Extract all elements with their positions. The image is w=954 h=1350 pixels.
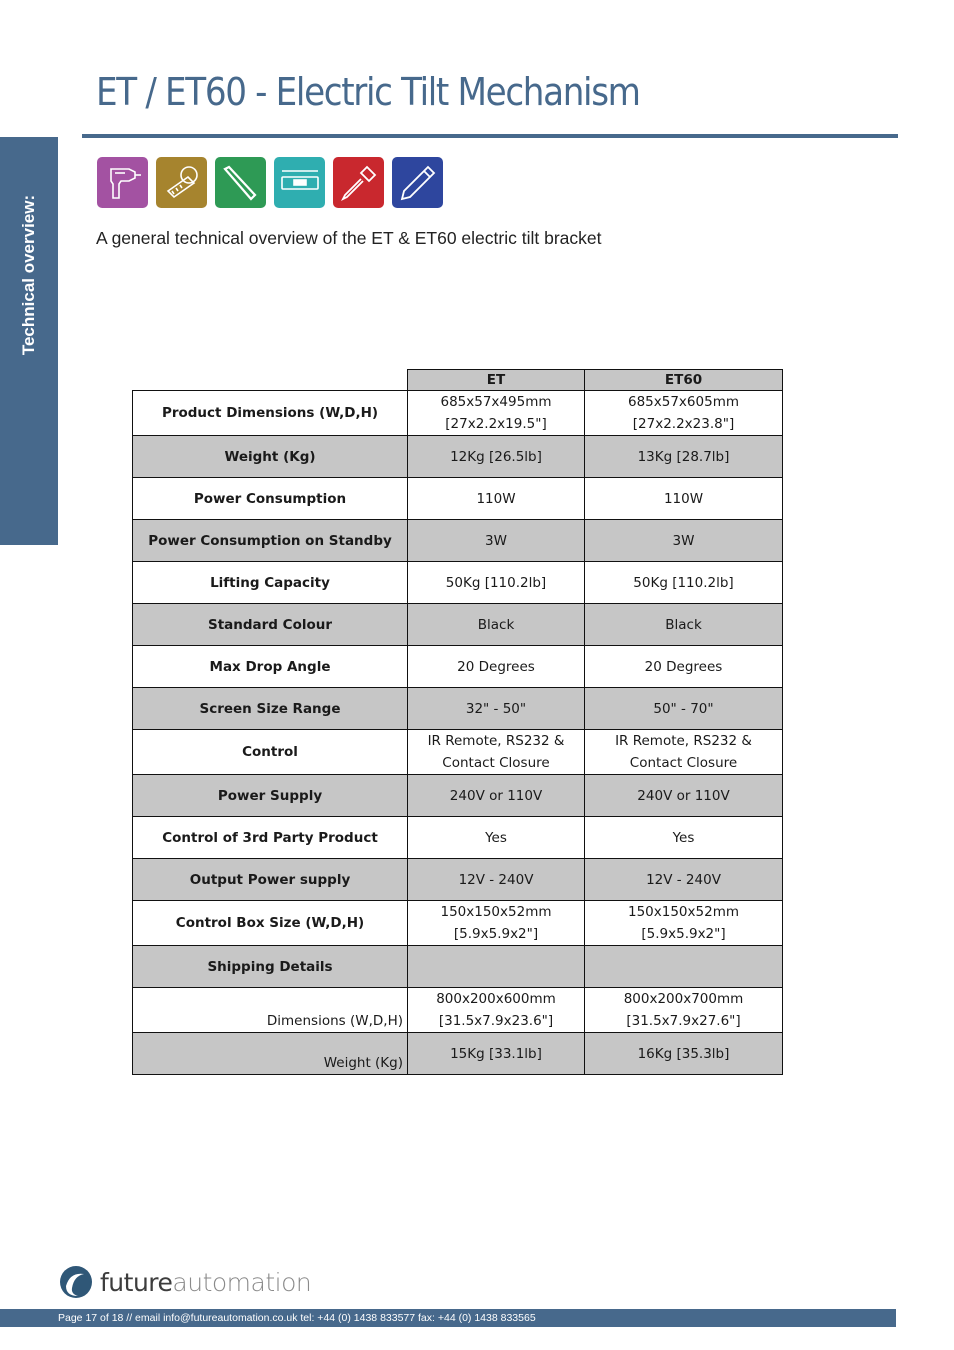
cell-value-line: 150x150x52mm [440, 904, 552, 920]
cell-value-line: Black [477, 616, 515, 633]
intro-text: A general technical overview of the ET & ET60 electric tilt bracket [96, 228, 602, 248]
cell-value-line: [31.5x7.9x27.6"] [626, 1013, 741, 1029]
cell-value-line: 800x200x700mm [623, 991, 744, 1007]
table-row [133, 817, 783, 859]
row-label: Control Box Size (W,D,H) [133, 901, 408, 946]
cell-et [408, 1033, 585, 1075]
table-row [133, 988, 783, 1033]
row-label: Dimensions (W,D,H) [133, 988, 408, 1033]
cell-et [408, 391, 585, 436]
drill-icon [97, 157, 148, 208]
cell-et60 [585, 478, 783, 520]
cell-et [408, 436, 585, 478]
row-label: Shipping Details [133, 946, 408, 988]
cell-value-line: 110W [476, 490, 516, 507]
row-label: Output Power supply [133, 859, 408, 901]
table-row [133, 775, 783, 817]
cell-value-line: 16Kg [35.3lb] [637, 1045, 730, 1062]
cell-value-line: 685x57x495mm [440, 394, 552, 410]
cell-et60 [585, 646, 783, 688]
table-row [133, 730, 783, 775]
cell-value-line: 240V or 110V [637, 787, 730, 804]
row-label: Weight (Kg) [133, 1033, 408, 1075]
company-logo [58, 1264, 311, 1300]
cell-value-line: [5.9x5.9x2"] [453, 926, 539, 942]
title-divider [82, 134, 898, 138]
table-row [133, 478, 783, 520]
cell-et [408, 562, 585, 604]
spirit-level-icon [274, 157, 325, 208]
row-label: Power Supply [133, 775, 408, 817]
cell-value-line: 800x200x600mm [436, 991, 556, 1007]
sidebar-label: Technical overview: [19, 194, 38, 356]
tool-icon-row [97, 157, 443, 208]
cell-value-line: 12V - 240V [646, 871, 721, 888]
pencil-icon [392, 157, 443, 208]
cell-et60 [585, 901, 783, 946]
column-header-et: ET [408, 370, 585, 391]
cell-et [408, 730, 585, 775]
cell-value-line: 685x57x605mm [628, 394, 739, 410]
cell-value-line: 32" - 50" [465, 700, 527, 717]
cell-value-line: 50Kg [110.2lb] [633, 574, 734, 591]
cell-value-line: 240V or 110V [449, 787, 543, 804]
row-label: Standard Colour [133, 604, 408, 646]
cell-et60 [585, 520, 783, 562]
cell-value-line: 50Kg [110.2lb] [445, 574, 547, 591]
cell-et60 [585, 817, 783, 859]
row-label: Control of 3rd Party Product [133, 817, 408, 859]
page-title: ET / ET60 - Electric Tilt Mechanism [96, 70, 640, 114]
cell-value-line: 110W [663, 490, 704, 507]
cell-value-line: IR Remote, RS232 & [615, 733, 752, 749]
row-label: Power Consumption [133, 478, 408, 520]
table-row [133, 436, 783, 478]
table-row [133, 604, 783, 646]
row-label: Weight (Kg) [133, 436, 408, 478]
cell-et [408, 859, 585, 901]
cell-value-line: 12V - 240V [458, 871, 534, 888]
cell-value-line: 20 Degrees [457, 658, 535, 675]
cell-value-line: 3W [485, 532, 507, 549]
spec-table [132, 369, 783, 1075]
cell-et60 [585, 1033, 783, 1075]
cell-value-line: 3W [672, 532, 695, 549]
cell-et [408, 901, 585, 946]
table-row [133, 562, 783, 604]
cell-value-line: 50" - 70" [653, 700, 714, 717]
cell-value-line: [27x2.2x19.5"] [445, 416, 547, 432]
allen-key-icon [215, 157, 266, 208]
table-row [133, 646, 783, 688]
logo-text: futureautomation [100, 1267, 312, 1297]
cell-et [408, 775, 585, 817]
cell-et [408, 604, 585, 646]
cell-et60 [585, 688, 783, 730]
table-row [133, 1033, 783, 1075]
cell-value-line: Contact Closure [629, 755, 738, 771]
cell-value-line: IR Remote, RS232 & [427, 733, 565, 749]
cell-et60 [585, 604, 783, 646]
table-header-row [133, 370, 783, 391]
cell-value-line: [27x2.2x23.8"] [632, 416, 735, 432]
tape-measure-icon [156, 157, 207, 208]
footer-contact: Page 17 of 18 // email info@futureautomation.co.uk tel: +44 (0) 1438 833577 fax: +44 (0) 1438 833565 [58, 1312, 536, 1324]
cell-et [408, 817, 585, 859]
row-label: Product Dimensions (W,D,H) [133, 391, 408, 436]
column-header-et60: ET60 [585, 370, 783, 391]
cell-value-line: 12Kg [26.5lb] [450, 448, 542, 465]
table-row [133, 520, 783, 562]
row-label: Max Drop Angle [133, 646, 408, 688]
cell-et60 [585, 562, 783, 604]
row-label: Control [133, 730, 408, 775]
cell-et60 [585, 775, 783, 817]
table-row [133, 901, 783, 946]
cell-et60 [585, 436, 783, 478]
table-row [133, 859, 783, 901]
cell-et [408, 520, 585, 562]
cell-et [408, 688, 585, 730]
cell-value-line: Black [665, 616, 702, 633]
cell-value-line: 20 Degrees [644, 658, 723, 675]
cell-et60 [585, 946, 783, 988]
logo-swirl-icon [58, 1264, 94, 1300]
cell-et [408, 646, 585, 688]
row-label: Power Consumption on Standby [133, 520, 408, 562]
cell-et60 [585, 859, 783, 901]
cell-et60 [585, 988, 783, 1033]
cell-et [408, 988, 585, 1033]
cell-value-line: Yes [485, 829, 507, 846]
table-row [133, 946, 783, 988]
cell-et [408, 478, 585, 520]
table-row [133, 688, 783, 730]
row-label: Lifting Capacity [133, 562, 408, 604]
cell-value-line: 15Kg [33.1lb] [450, 1045, 542, 1062]
cell-value-line: 150x150x52mm [628, 904, 739, 920]
cell-value-line: [5.9x5.9x2"] [641, 926, 726, 942]
screwdriver-icon [333, 157, 384, 208]
cell-et60 [585, 391, 783, 436]
row-label: Screen Size Range [133, 688, 408, 730]
cell-value-line: 13Kg [28.7lb] [637, 448, 730, 465]
cell-value-line: Yes [672, 829, 695, 846]
table-row [133, 391, 783, 436]
table-header-blank [133, 370, 408, 391]
cell-et [408, 946, 585, 988]
cell-et60 [585, 730, 783, 775]
cell-value-line: [31.5x7.9x23.6"] [438, 1013, 554, 1029]
cell-value-line: Contact Closure [442, 755, 550, 771]
